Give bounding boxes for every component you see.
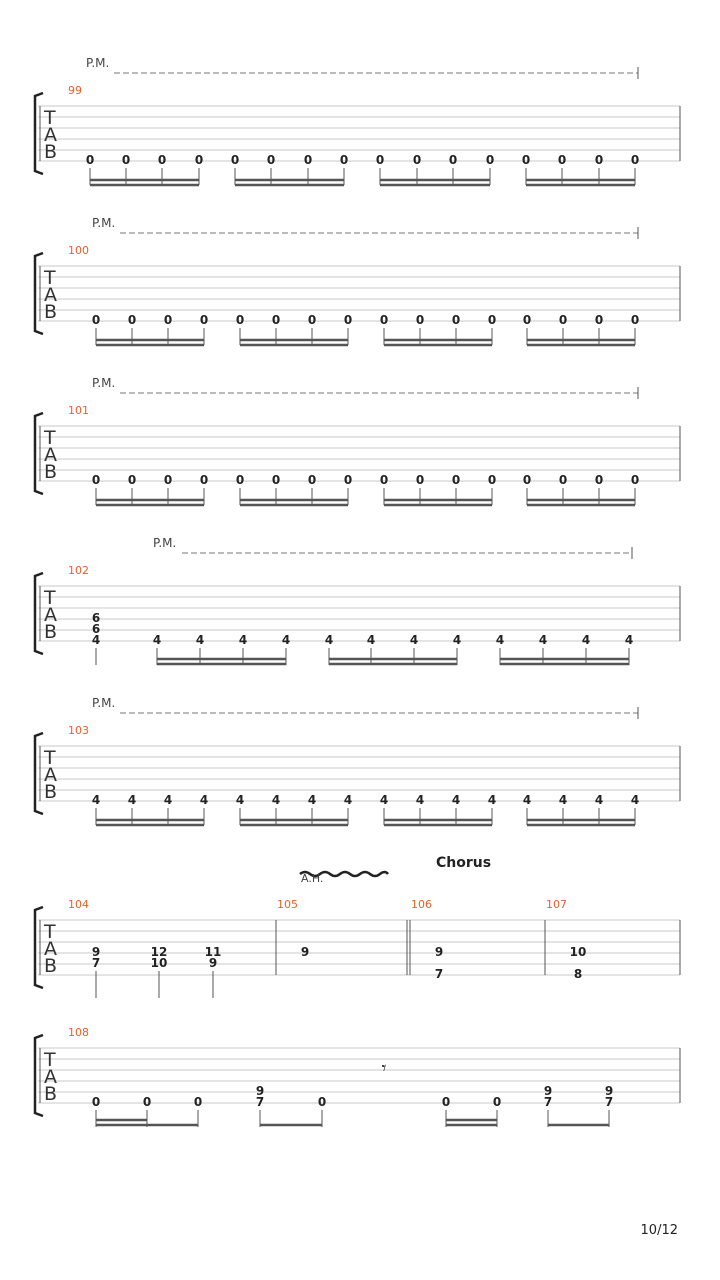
fret-number: 0 — [522, 313, 532, 327]
fret-number: 0 — [121, 153, 131, 167]
fret-number: 9 — [300, 945, 310, 959]
fret-number: 11 — [204, 945, 222, 959]
tab-letter-t: T — [44, 1049, 56, 1071]
fret-numbers — [92, 313, 639, 327]
fret-number: 0 — [441, 1095, 451, 1109]
fret-number: 4 — [127, 793, 137, 807]
fret-number: 4 — [495, 633, 505, 647]
fret-number: 10 — [150, 956, 168, 970]
fret-number: 4 — [281, 633, 291, 647]
tab-letter-a: A — [44, 124, 57, 146]
fret-numbers — [92, 1084, 613, 1109]
fret-number: 4 — [163, 793, 173, 807]
fret-number: 4 — [343, 793, 353, 807]
palm-mute-label: P.M. — [86, 56, 110, 70]
fret-number: 0 — [521, 153, 531, 167]
system-bar-102 — [35, 536, 680, 665]
tab-letter-b: B — [44, 621, 58, 643]
fret-number: 7 — [543, 1095, 553, 1109]
palm-mute-label: P.M. — [92, 696, 116, 710]
fret-number: 0 — [379, 473, 389, 487]
fret-number: 4 — [487, 793, 497, 807]
tab-letter-a: A — [44, 284, 57, 306]
fret-number: 4 — [235, 793, 245, 807]
fret-number: 0 — [451, 313, 461, 327]
system-bars-104-107 — [35, 855, 680, 998]
fret-number: 9 — [604, 1084, 614, 1098]
rhythm-beams — [90, 168, 635, 185]
fret-number: 0 — [163, 473, 173, 487]
tab-letter-t: T — [44, 921, 56, 943]
bar-number: 102 — [68, 564, 89, 577]
fret-number: 4 — [409, 633, 419, 647]
tab-letter-a: A — [44, 604, 57, 626]
page-number: 10/12 — [640, 1223, 678, 1238]
fret-number: 7 — [255, 1095, 265, 1109]
tab-letter-t: T — [44, 107, 56, 129]
system-bar-108 — [35, 1026, 680, 1127]
bar-number: 99 — [68, 84, 82, 97]
staff-lines — [38, 1048, 680, 1103]
fret-number: 4 — [366, 633, 376, 647]
system-bracket — [35, 733, 43, 814]
fret-number: 4 — [558, 793, 568, 807]
fret-number: 0 — [412, 153, 422, 167]
system-bracket — [35, 93, 43, 174]
tab-letter-b: B — [44, 141, 58, 163]
fret-number: 8 — [573, 967, 583, 981]
fret-number: 10 — [569, 945, 587, 959]
rhythm-beams — [96, 1110, 609, 1127]
fret-number: 0 — [85, 153, 95, 167]
fret-number: 4 — [522, 793, 532, 807]
fret-number: 0 — [194, 153, 204, 167]
section-label: Chorus — [436, 855, 492, 871]
bar-number: 108 — [68, 1026, 89, 1039]
fret-number: 0 — [487, 473, 497, 487]
fret-number: 4 — [307, 793, 317, 807]
fret-number: 0 — [594, 153, 604, 167]
fret-number: 9 — [208, 956, 218, 970]
fret-numbers — [92, 611, 633, 647]
tab-letter-t: T — [44, 427, 56, 449]
fret-number: 4 — [630, 793, 640, 807]
fret-number: 4 — [379, 793, 389, 807]
fret-number: 0 — [235, 473, 245, 487]
tab-letter-t: T — [44, 587, 56, 609]
bar-number: 107 — [546, 898, 567, 911]
fret-number: 0 — [630, 153, 640, 167]
fret-number: 7 — [434, 967, 444, 981]
tab-letter-b: B — [44, 955, 58, 977]
system-bar-101 — [35, 376, 680, 505]
fret-numbers — [86, 153, 639, 167]
eighth-rest-icon: 𝄾 — [381, 1058, 387, 1079]
fret-number: 0 — [594, 473, 604, 487]
fret-number: 7 — [604, 1095, 614, 1109]
fret-number: 0 — [339, 153, 349, 167]
fret-number: 0 — [163, 313, 173, 327]
fret-number: 0 — [317, 1095, 327, 1109]
system-bar-100 — [35, 216, 680, 345]
fret-number: 0 — [307, 473, 317, 487]
bar-number: 105 — [277, 898, 298, 911]
tab-letter-b: B — [44, 781, 58, 803]
system-bracket — [35, 573, 43, 654]
palm-mute-label: P.M. — [92, 376, 116, 390]
rhythm-beams — [96, 328, 635, 345]
fret-number: 0 — [157, 153, 167, 167]
fret-number: 4 — [452, 633, 462, 647]
fret-number: 0 — [451, 473, 461, 487]
fret-number: 0 — [343, 473, 353, 487]
fret-number: 0 — [594, 313, 604, 327]
bar-number: 106 — [411, 898, 432, 911]
palm-mute-label: P.M. — [153, 536, 177, 550]
fret-number: 0 — [235, 313, 245, 327]
fret-number: 4 — [538, 633, 548, 647]
fret-number: 0 — [448, 153, 458, 167]
fret-number: 0 — [127, 313, 137, 327]
fret-number: 4 — [152, 633, 162, 647]
fret-number: 4 — [238, 633, 248, 647]
fret-number: 0 — [199, 313, 209, 327]
fret-number: 4 — [594, 793, 604, 807]
tab-letter-b: B — [44, 1083, 58, 1105]
fret-number: 0 — [630, 313, 640, 327]
fret-number: 4 — [199, 793, 209, 807]
fret-number: 12 — [150, 945, 168, 959]
fret-number: 0 — [492, 1095, 502, 1109]
fret-number: 4 — [451, 793, 461, 807]
artificial-harmonic-label: A.H. — [301, 872, 324, 885]
fret-number: 4 — [324, 633, 334, 647]
fret-number: 0 — [303, 153, 313, 167]
rhythm-beams — [96, 808, 635, 825]
tab-letter-a: A — [44, 444, 57, 466]
fret-number: 0 — [230, 153, 240, 167]
fret-number: 0 — [558, 473, 568, 487]
fret-number: 4 — [195, 633, 205, 647]
fret-number: 0 — [375, 153, 385, 167]
fret-number: 0 — [91, 473, 101, 487]
tab-letter-t: T — [44, 747, 56, 769]
fret-number: 4 — [91, 793, 101, 807]
rhythm-beams — [96, 648, 629, 665]
fret-numbers — [92, 793, 639, 807]
fret-number: 0 — [557, 153, 567, 167]
bar-number: 103 — [68, 724, 89, 737]
fret-number: 7 — [91, 956, 101, 970]
fret-number: 4 — [271, 793, 281, 807]
bar-number: 101 — [68, 404, 89, 417]
palm-mute-label: P.M. — [92, 216, 116, 230]
system-bracket — [35, 907, 43, 988]
fret-number: 0 — [142, 1095, 152, 1109]
system-bracket — [35, 1035, 43, 1116]
fret-number: 0 — [266, 153, 276, 167]
fret-number: 0 — [271, 473, 281, 487]
staff-lines — [38, 106, 680, 161]
fret-number: 0 — [630, 473, 640, 487]
fret-number: 0 — [91, 1095, 101, 1109]
system-bar-99 — [35, 56, 680, 185]
fret-number: 0 — [271, 313, 281, 327]
fret-number: 9 — [434, 945, 444, 959]
fret-number: 0 — [379, 313, 389, 327]
tab-letter-b: B — [44, 461, 58, 483]
fret-number: 6 — [91, 611, 101, 625]
fret-number: 0 — [415, 473, 425, 487]
bar-number: 100 — [68, 244, 89, 257]
fret-number: 0 — [127, 473, 137, 487]
fret-number: 4 — [624, 633, 634, 647]
fret-number: 4 — [91, 633, 101, 647]
fret-number: 0 — [485, 153, 495, 167]
tab-letter-a: A — [44, 938, 57, 960]
fret-number: 9 — [543, 1084, 553, 1098]
fret-number: 6 — [91, 622, 101, 636]
tab-letter-t: T — [44, 267, 56, 289]
bar-number: 104 — [68, 898, 89, 911]
fret-number: 4 — [581, 633, 591, 647]
fret-number: 0 — [307, 313, 317, 327]
rhythm-beams — [96, 488, 635, 505]
tab-letter-a: A — [44, 1066, 57, 1088]
fret-number: 0 — [199, 473, 209, 487]
system-bracket — [35, 253, 43, 334]
fret-number: 0 — [343, 313, 353, 327]
fret-number: 9 — [255, 1084, 265, 1098]
fret-number: 4 — [415, 793, 425, 807]
fret-number: 0 — [522, 473, 532, 487]
fret-number: 9 — [91, 945, 101, 959]
system-bracket — [35, 413, 43, 494]
fret-number: 0 — [487, 313, 497, 327]
fret-number: 0 — [558, 313, 568, 327]
fret-number: 0 — [193, 1095, 203, 1109]
fret-number: 0 — [91, 313, 101, 327]
tab-letter-b: B — [44, 301, 58, 323]
tab-letter-a: A — [44, 764, 57, 786]
fret-numbers — [92, 945, 587, 981]
fret-number: 0 — [415, 313, 425, 327]
system-bar-103 — [35, 696, 680, 825]
fret-numbers — [92, 473, 639, 487]
